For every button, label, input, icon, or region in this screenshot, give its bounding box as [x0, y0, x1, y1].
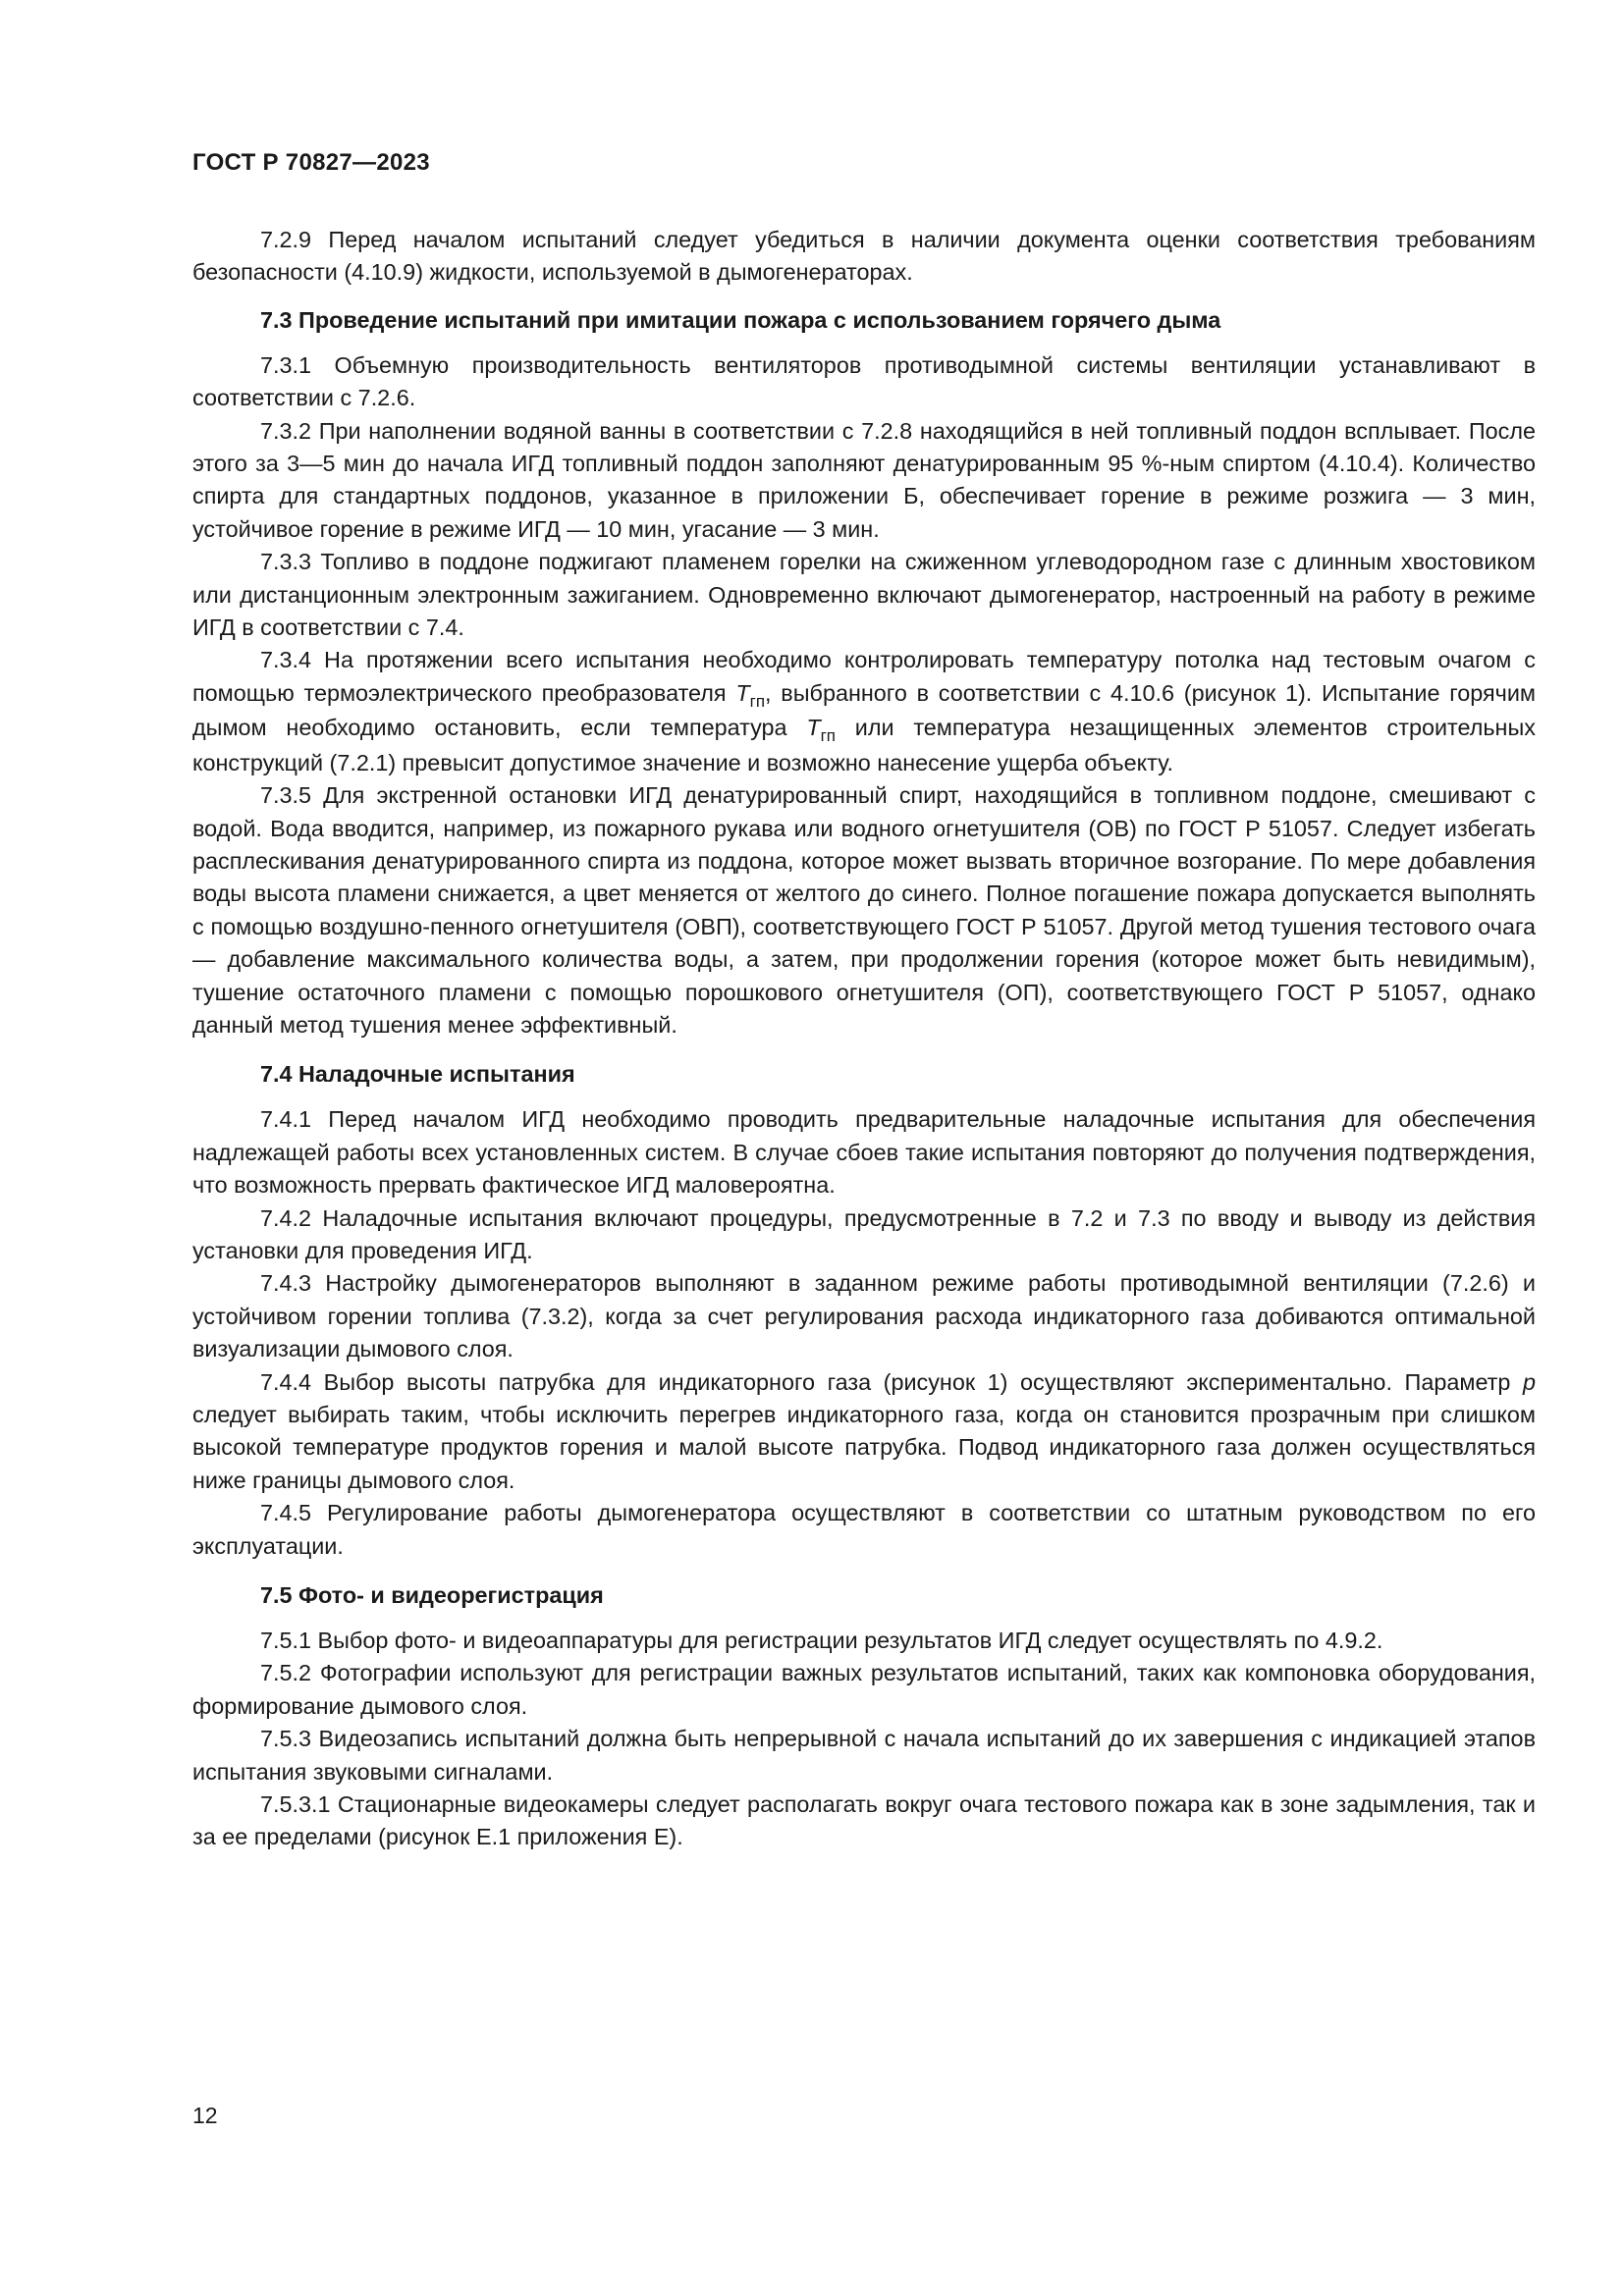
section-heading-7-5: 7.5 Фото- и видеорегистрация — [260, 1582, 604, 1609]
variable-p: p — [1522, 1368, 1536, 1395]
paragraph-7-3-2: 7.3.2 При наполнении водяной ванны в соответствии с 7.2.8 находящийся в ней топливный поддон всплывает. После этого за 3—5 мин до начала ИГД топливный поддон заполняют денатурированным 95 %-ным спиртом (4.10.4). Количество спирта для стандартных поддонов, указанное в приложении Б, обеспечивает горение в режиме розжига — 3 мин, устойчивое горение в режиме ИГД — 10 мин, угасание — 3 мин. — [192, 417, 1536, 542]
paragraph-7-3-3: 7.3.3 Топливо в поддоне поджигают пламенем горелки на сжиженном углеводородном газе с длинным хвостовиком или дистанционным электронным зажиганием. Одновременно включают дымогенератор, настроенный на работу в режиме ИГД в соответствии с 7.4. — [192, 549, 1536, 641]
paragraph-7-4-5: 7.4.5 Регулирование работы дымогенератора осуществляют в соответствии со штатным руководством по его эксплуатации. — [192, 1500, 1536, 1559]
paragraph-7-5-1: 7.5.1 Выбор фото- и видеоаппаратуры для регистрации результатов ИГД следует осуществлять по 4.9.2. — [260, 1628, 1383, 1654]
paragraph-7-5-3-1: 7.5.3.1 Стационарные видеокамеры следует располагать вокруг очага тестового пожара как в зоне задымления, так и за ее пределами (рисунок Е.1 приложения Е). — [192, 1791, 1536, 1850]
subscript-gp: гп — [820, 726, 837, 746]
paragraph-7-4-1: 7.4.1 Перед началом ИГД необходимо проводить предварительные наладочные испытания для обеспечения надлежащей работы всех установленных систем. В случае сбоев такие испытания повторяют до получения подтверждения, что возможность прервать фактическое ИГД маловероятна. — [192, 1106, 1536, 1199]
paragraph-7-4-4 — [192, 1366, 1536, 1498]
document-body — [192, 224, 1536, 1854]
paragraph-7-4-2: 7.4.2 Наладочные испытания включают процедуры, предусмотренные в 7.2 и 7.3 по вводу и выводу из действия установки для проведения ИГД. — [192, 1204, 1536, 1263]
paragraph-7-5-3: 7.5.3 Видеозапись испытаний должна быть непрерывной с начала испытаний до их завершения с индикацией этапов испытания звуковыми сигналами. — [192, 1726, 1536, 1785]
paragraph-7-3-4-part-b: , выбранного в соответствии с 4.10.6 (рисунок 1). Испытание горячим дымом необходимо остановить, если температура — [192, 679, 1536, 741]
paragraph-7-4-3: 7.4.3 Настройку дымогенераторов выполняют в заданном режиме работы противодымной вентиляции (7.2.6) и устойчивом горении топлива (7.3.2), когда за счет регулирования расхода индикаторного газа добиваются оптимальной визуализации дымового слоя. — [192, 1270, 1536, 1362]
page-number: 12 — [192, 2103, 218, 2128]
subscript-gp: гп — [749, 691, 766, 711]
paragraph-7-3-1: 7.3.1 Объемную производительность вентиляторов противодымной системы вентиляции устанавливают в соответствии с 7.2.6. — [192, 351, 1536, 411]
variable-t: T — [806, 715, 821, 741]
document-id-header: ГОСТ Р 70827—2023 — [192, 149, 430, 176]
paragraph-7-3-4-part-c: или температура незащищенных элементов строительных конструкций (7.2.1) превысит допустимое значение и возможно нанесение ущерба объекту. — [192, 715, 1536, 775]
variable-t: T — [735, 679, 750, 706]
section-heading-7-4: 7.4 Наладочные испытания — [260, 1061, 575, 1088]
paragraph-7-4-4-part-b: следует выбирать таким, чтобы исключить перегрев индикаторного газа, когда он становится прозрачным при слишком высокой температуре продуктов горения и малой высоте патрубка. Подвод индикаторного газа должен осуществляться ниже границы дымового слоя. — [192, 1402, 1536, 1493]
section-heading-7-3: 7.3 Проведение испытаний при имитации пожара с использованием горячего дыма — [260, 306, 1221, 333]
paragraph-7-5-2: 7.5.2 Фотографии используют для регистрации важных результатов испытаний, таких как компоновка оборудования, формирование дымового слоя. — [192, 1660, 1536, 1719]
paragraph-7-3-4-part-a: 7.3.4 На протяжении всего испытания необходимо контролировать температуру потолка над тестовым очагом с помощью термоэлектрического преобразователя — [192, 647, 1536, 706]
paragraph-7-3-5: 7.3.5 Для экстренной остановки ИГД денатурированный спирт, находящийся в топливном поддоне, смешивают с водой. Вода вводится, например, из пожарного рукава или водного огнетушителя (ОВ) по ГОСТ Р 51057. Следует избегать расплескивания денатурированного спирта из поддона, которое может вызвать вторичное возгорание. По мере добавления воды высота пламени снижается, а цвет меняется от желтого до синего. Полное погашение пожара допускается выполнять с помощью воздушно-пенного огнетушителя (ОВП), соответствующего ГОСТ Р 51057. Другой метод тушения тестового очага — добавление максимального количества воды, а затем, при продолжении горения (которое может быть невидимым), тушение остаточного пламени с помощью порошкового огнетушителя (ОП), соответствующего ГОСТ Р 51057, однако данный метод тушения менее эффективный. — [192, 782, 1536, 1038]
paragraph-7-3-4 — [192, 644, 1536, 779]
paragraph-7-2-9: 7.2.9 Перед началом испытаний следует убедиться в наличии документа оценки соответствия требованиям безопасности (4.10.9) жидкости, используемой в дымогенераторах. — [192, 227, 1536, 286]
paragraph-7-4-4-part-a: 7.4.4 Выбор высоты патрубка для индикаторного газа (рисунок 1) осуществляют экспериментально. Параметр — [260, 1368, 1523, 1395]
